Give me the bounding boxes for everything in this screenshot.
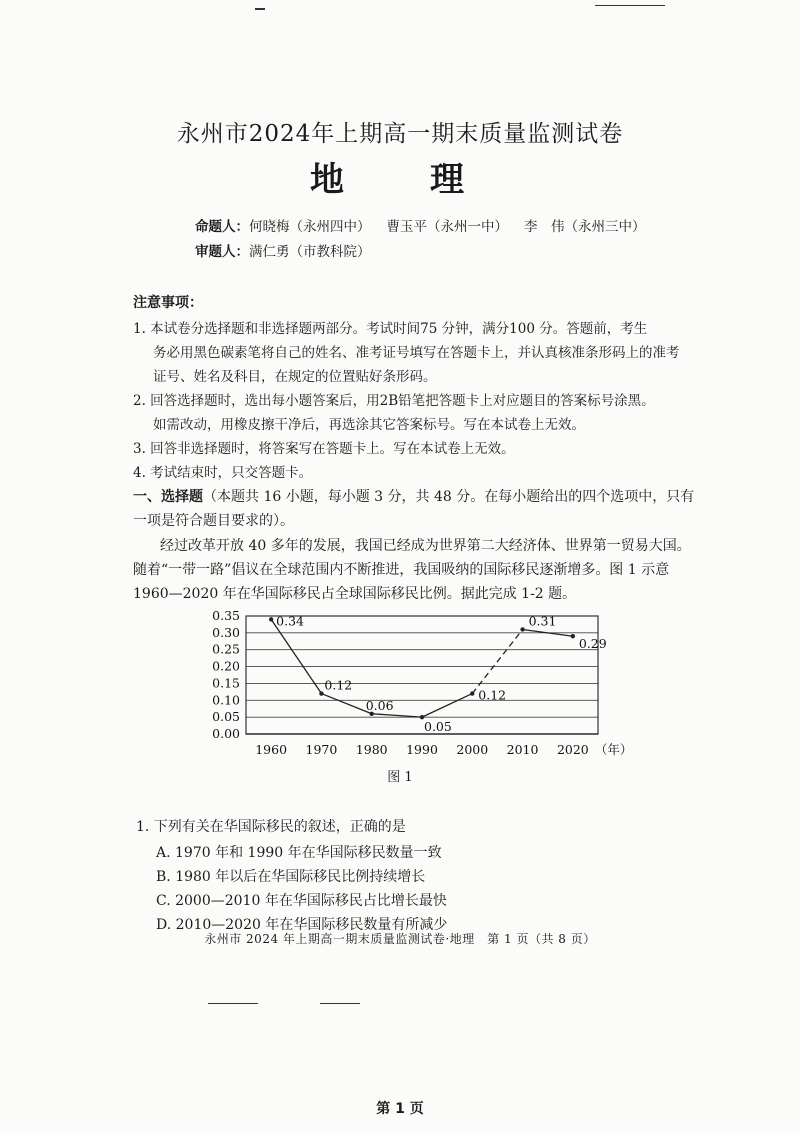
notice-item: 3. 回答非选择题时，将答案写在答题卡上。写在本试卷上无效。 (133, 441, 515, 457)
scan-mark (595, 5, 665, 6)
section-title: 一、选择题 (133, 489, 203, 505)
x-tick-label: 1970 (305, 742, 338, 757)
figure-caption: 图 1 (387, 770, 413, 785)
scan-mark (208, 1003, 258, 1004)
page-number: 第 1 页 (376, 1101, 424, 1117)
x-axis-unit: （年） (594, 742, 633, 757)
y-tick-label: 0.30 (212, 624, 240, 640)
x-tick-label: 1980 (355, 742, 388, 757)
data-label: 0.12 (478, 687, 507, 703)
notice-item: 2. 回答选择题时，选出每小题答案后，用2B铅笔把答题卡上对应题目的答案标号涂黑。 (133, 393, 655, 409)
option-d: D. 2010—2020 年在华国际移民数量有所减少 (156, 917, 448, 933)
x-tick-label: 1990 (406, 742, 438, 757)
author-name: 李 伟（永州三中） (524, 219, 646, 235)
y-tick-label: 0.25 (212, 641, 240, 657)
section-intro-cont: 一项是符合题目要求的）。 (133, 513, 294, 529)
series-segment (422, 694, 472, 718)
y-tick-label: 0.35 (212, 608, 240, 623)
series-segment-dashed (472, 629, 522, 693)
notice-item: 务必用黑色碳素笔将自己的姓名、准考证号填写在答题卡上，并认真核准条形码上的准考 (153, 345, 680, 361)
notice-item: 证号、姓名及科目，在规定的位置贴好条形码。 (153, 369, 437, 385)
data-point (470, 691, 474, 695)
exam-title: 永州市2024年上期高一期末质量监测试卷 (176, 121, 624, 147)
data-label: 0.29 (578, 636, 607, 652)
option-b: B. 1980 年以后在华国际移民比例持续增长 (156, 869, 426, 885)
data-label: 0.34 (276, 613, 304, 629)
migrant-ratio-chart (200, 606, 633, 766)
reviewer-line (195, 240, 371, 260)
notice-item: 4. 考试结束时，只交答题卡。 (133, 465, 313, 481)
y-tick-label: 0.20 (212, 658, 240, 674)
footer-text: 永州市 2024 年上期高一期末质量监测试卷·地理 第 1 页（共 8 页） (204, 932, 596, 946)
x-tick-label: 2000 (456, 742, 489, 757)
passage-line: 1960—2020 年在华国际移民占全球国际移民比例。据此完成 1-2 题。 (133, 586, 577, 602)
notice-item: 如需改动，用橡皮擦干净后，再选涂其它答案标号。写在本试卷上无效。 (153, 417, 585, 433)
subject-title: 地 理 (310, 160, 490, 200)
x-tick-label: 2010 (506, 742, 539, 757)
passage-line: 经过改革开放 40 多年的发展，我国已经成为世界第二大经济体、世界第一贸易大国。 (160, 538, 691, 554)
series-segment (271, 619, 321, 693)
y-tick-label: 0.00 (212, 726, 240, 741)
x-tick-label: 1960 (255, 742, 288, 757)
data-point (319, 691, 323, 695)
authors-line (195, 215, 646, 235)
x-tick-label: 2020 (556, 742, 589, 757)
data-label: 0.05 (424, 719, 452, 735)
y-tick-label: 0.15 (212, 675, 240, 691)
author-name: 何晓梅（永州四中） (249, 219, 371, 235)
option-a: A. 1970 年和 1990 年在华国际移民数量一致 (156, 845, 442, 861)
data-point (269, 617, 273, 621)
series-segment (372, 714, 422, 717)
reviewer-label: 审题人： (195, 244, 249, 260)
notice-heading: 注意事项： (133, 295, 203, 311)
data-label: 0.31 (528, 613, 557, 629)
option-c: C. 2000—2010 年在华国际移民占比增长最快 (156, 893, 447, 909)
section-intro-text: （本题共 16 小题，每小题 3 分，共 48 分。在每小题给出的四个选项中，只有 (203, 489, 695, 505)
author-name: 曹玉平（永州一中） (386, 219, 508, 235)
data-point (571, 634, 575, 638)
scan-mark (320, 1003, 360, 1004)
question-stem: 1. 下列有关在华国际移民的叙述，正确的是 (136, 819, 406, 835)
series-segment (321, 694, 371, 714)
scan-mark (255, 8, 265, 10)
passage-line: 随着“一带一路”倡议在全球范围内不断推进，我国吸纳的国际移民逐渐增多。图 1 示意 (133, 562, 670, 578)
y-tick-label: 0.10 (212, 692, 240, 708)
data-point (520, 627, 524, 631)
reviewer-name: 满仁勇（市教科院） (249, 244, 371, 260)
data-label: 0.12 (324, 677, 353, 693)
section-intro (133, 486, 694, 506)
notice-item: 1. 本试卷分选择题和非选择题两部分。考试时间75 分钟，满分100 分。答题前，考生 (133, 321, 648, 337)
authors-label: 命题人： (195, 219, 249, 235)
y-tick-label: 0.05 (212, 709, 240, 725)
data-label: 0.06 (365, 697, 394, 713)
